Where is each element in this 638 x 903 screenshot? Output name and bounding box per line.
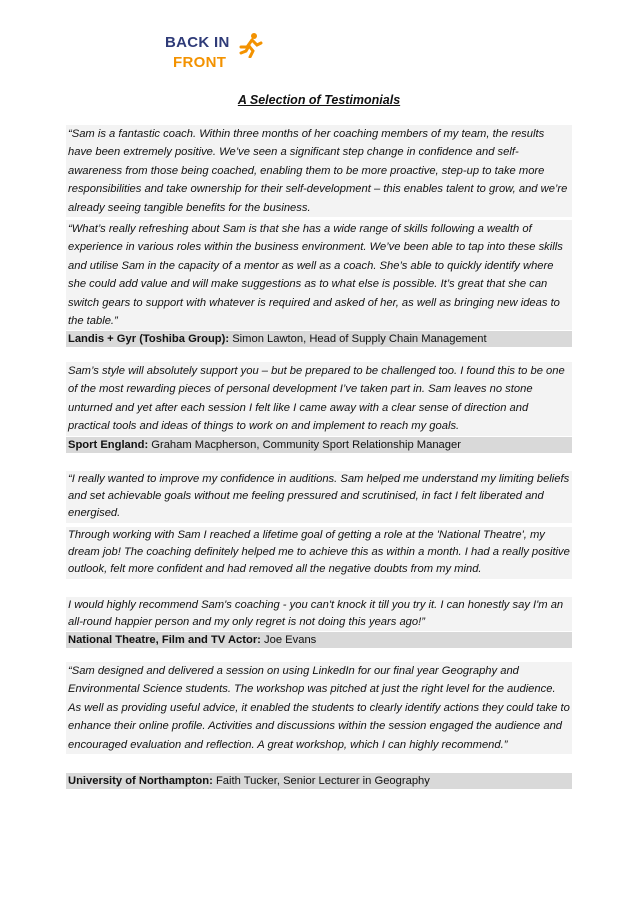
testimonial-paragraph: “Sam designed and delivered a session on using LinkedIn for our final year Geography and Environmental Science students. The workshop was pitched at just the right level for the audience. As well as providing useful advice, it enabled the students to clearly identify actions they could take to enhance their online profile. Activities and discussions within the session engaged the audience and encouraged evaluation and reflection. A great workshop, which I can highly recommend.” [66, 662, 572, 754]
credit-organisation: University of Northampton: [68, 775, 213, 787]
testimonial-paragraph: Sam’s style will absolutely support you – but be prepared to be challenged too. I found this to be one of the most rewarding pieces of personal development I’ve taken part in. Sam leaves no stone unturned and yet after each session I felt like I came away with a clear sense of direction and practical tools and ideas of things to work on and implement to reach my goals. [66, 362, 572, 436]
testimonial-paragraph: “Sam is a fantastic coach. Within three months of her coaching members of my team, the results have been extremely positive. We’ve seen a significant step change in confidence and self-awareness from those being coached, enabling them to be more proactive, step-up to take more responsibilities and take ownership for their self-development – this enables talent to grow, and we’re already seeing tangible benefits for the business. [66, 125, 572, 217]
page-title: A Selection of Testimonials [237, 93, 401, 107]
back-in-front-logo [165, 34, 275, 76]
credit-organisation: Landis + Gyr (Toshiba Group): [68, 333, 230, 345]
testimonial-credit [66, 632, 572, 648]
testimonial-paragraph: “What’s really refreshing about Sam is that she has a wide range of skills following a wealth of experience in various roles within the business environment. We’ve been able to tap into these skills and utilise Sam in the capacity of a mentor as well as a coach. She’s able to quickly identify where she could add value and will make suggestions as to what else is possible. It’s great that she can switch gears to support with whatever is required and asked of her, as well as bringing new ideas to the table.” [66, 220, 572, 330]
testimonial-credit [66, 437, 572, 453]
credit-person: Joe Evans [264, 634, 317, 646]
credit-person: Graham Macpherson, Community Sport Relationship Manager [151, 439, 461, 451]
credit-organisation: National Theatre, Film and TV Actor: [68, 634, 261, 646]
logo-text-back-in: BACK IN [165, 34, 230, 51]
testimonial-paragraph: Through working with Sam I reached a lifetime goal of getting a role at the 'National Theatre', my dream job! The coaching definitely helped me to achieve this as within a month. I had a really positive outlook, felt more confident and had removed all the negative doubts from my mind. [66, 527, 572, 579]
logo-text-front: FRONT [173, 54, 227, 71]
testimonial-credit [66, 773, 572, 789]
testimonial-paragraph: I would highly recommend Sam's coaching - you can't knock it till you try it. I can honestly say I'm an all-round happier person and my only regret is not doing this years ago!” [66, 597, 572, 631]
testimonial-paragraph: “I really wanted to improve my confidence in auditions. Sam helped me understand my limiting beliefs and set achievable goals without me feeling pressured and scrutinised, in fact I felt liberated and energised. [66, 471, 572, 523]
credit-person: Faith Tucker, Senior Lecturer in Geography [215, 775, 430, 787]
running-figure-icon [237, 32, 263, 58]
credit-organisation: Sport England: [68, 439, 149, 451]
testimonial-credit [66, 331, 572, 347]
credit-person: Simon Lawton, Head of Supply Chain Management [232, 333, 487, 345]
